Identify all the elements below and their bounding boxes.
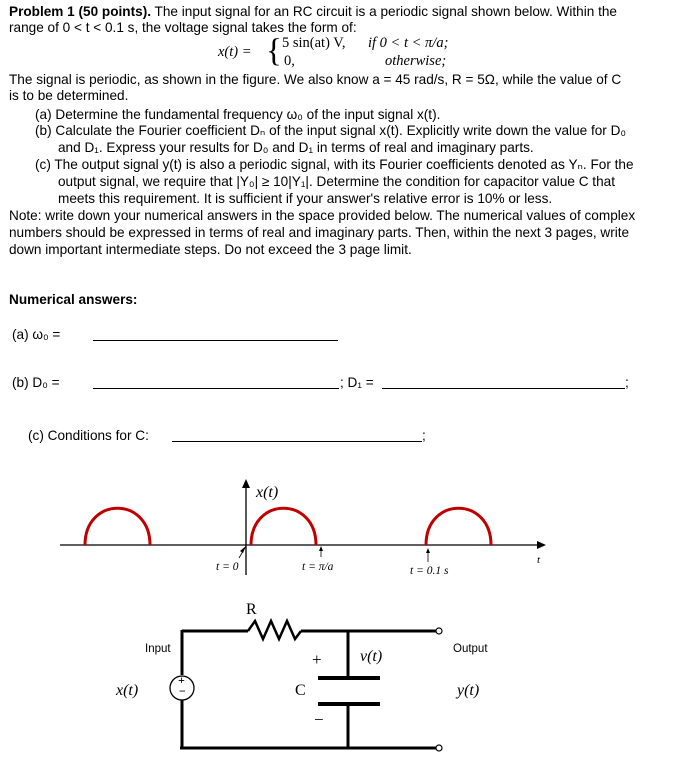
equation-lhs: x(t) = [218,44,252,60]
tick-label-t0: t = 0 [216,561,239,573]
equation-cond-2: otherwise; [385,53,447,69]
waveform-xlabel: t [537,554,541,566]
equation-case-2: 0, [284,53,295,69]
source-signal-label: x(t) [116,682,139,699]
problem-title: Problem 1 (50 points). [9,4,152,19]
answer-c-label: (c) Conditions for C: [28,428,149,443]
resistor-symbol [248,621,301,639]
problem-line-3: The signal is periodic, as shown in the figure. We also know a = 45 rad/s, R = 5Ω, while the value of C [9,72,622,87]
problem-line-4: is to be determined. [9,88,129,103]
source-plus-sign: + [178,673,185,687]
waveform-ylabel: x(t) [256,484,279,501]
capacitor-minus: − [314,710,324,729]
problem-intro: The input signal for an RC circuit is a periodic signal shown below. Within the [154,4,617,19]
answer-c-end: ; [422,428,426,443]
answer-b-end: ; [625,375,629,390]
source-minus-sign: − [179,684,186,698]
capacitor-plus: + [312,650,322,669]
part-c-text-1: (c) The output signal y(t) is also a periodic signal, with its Fourier coefficients denoted as Yₙ. For the [35,157,634,172]
part-b-text-2: and D₁. Express your results for D₀ and D₁ in terms of real and imaginary parts. [58,140,534,155]
part-c-text-2: output signal, we require that |Y₀| ≥ 10|Y₁|. Determine the condition for capacitor value C that [58,174,615,189]
tick-label-pi-a: t = π/a [302,561,334,573]
problem-line-2: range of 0 < t < 0.1 s, the voltage signal takes the form of: [9,20,357,35]
part-a-text: (a) Determine the fundamental frequency ω₀ of the input signal x(t). [35,107,441,122]
capacitor-label: C [295,682,306,699]
tick-label-0-1: t = 0.1 s [410,565,449,577]
output-label: Output [453,643,488,655]
answer-b-label: (b) D₀ = [12,375,60,390]
equation-case-1: 5 sin(at) V, [282,35,346,51]
answer-a-label: (a) ω₀ = [12,327,61,342]
input-label: Input [145,643,171,655]
note-line-2: numbers should be expressed in terms of real and imaginary parts. Then, within the next 3 pages, write [9,225,630,240]
part-b-text-1: (b) Calculate the Fourier coefficient Dₙ of the input signal x(t). Explicitly write down the value for D₀ [35,123,627,138]
answer-b-mid: ; D₁ = [340,375,374,390]
output-signal-label: y(t) [457,682,480,699]
output-terminal-bottom [436,745,442,751]
equation-brace: { [266,33,282,69]
part-c-text-3: meets this requirement. It is sufficient if your answer's relative error is 10% or less. [58,191,553,206]
output-terminal-top [436,628,442,634]
answers-heading: Numerical answers: [9,292,138,307]
resistor-label: R [246,601,257,618]
note-line-1: Note: write down your numerical answers in the space provided below. The numerical values of complex [9,208,636,223]
capacitor-voltage-label: v(t) [360,648,383,665]
equation-cond-1: if 0 < t < π/a; [368,35,449,51]
note-line-3: down important intermediate steps. Do not exceed the 3 page limit. [9,242,412,257]
